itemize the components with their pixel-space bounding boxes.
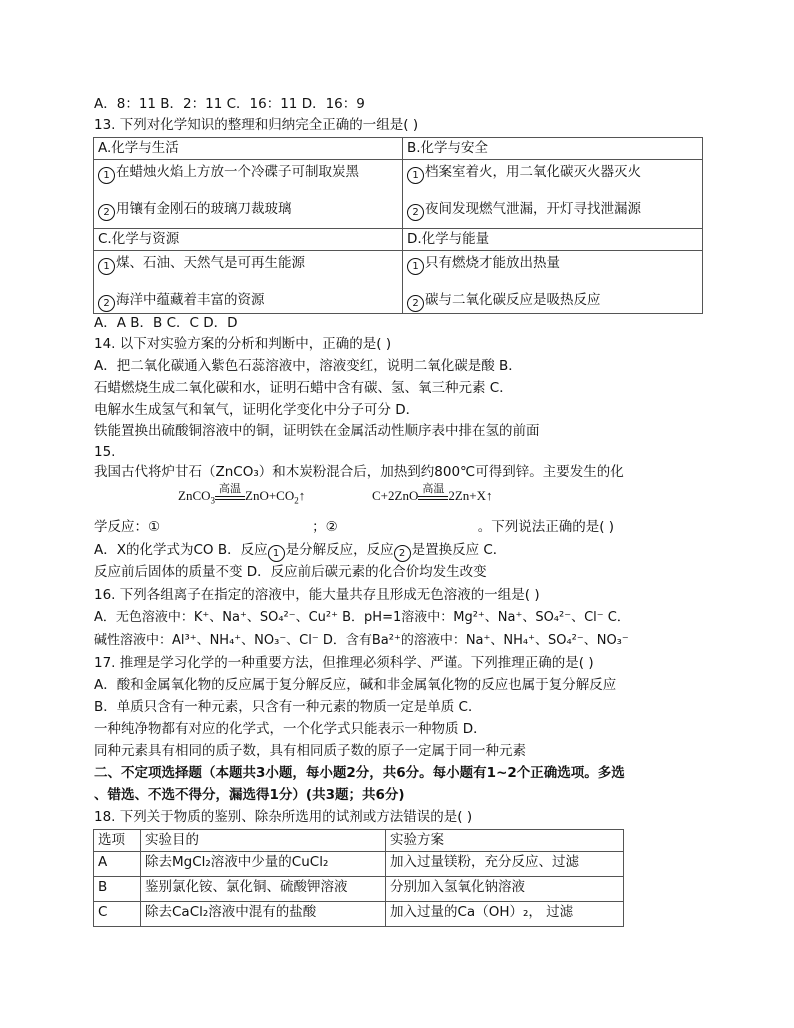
q17-line-4: 同种元素具有相同的质子数，具有相同质子数的原子一定属于同一种元素 xyxy=(94,743,526,759)
q13-cell-a-head: A.化学与生活 xyxy=(94,138,403,160)
row-plan: 加入过量镁粉，充分反应、过滤 xyxy=(386,852,624,877)
row-option: B xyxy=(94,877,141,902)
q15-intro: 我国古代将炉甘石（ZnCO₃）和木炭粉混合后，加热到约800℃可得到锌。主要发生的化 xyxy=(94,464,624,480)
q17-stem: 17. 推理是学习化学的一种重要方法，但推理必须科学、严谨。下列推理正确的是( ) xyxy=(94,655,594,671)
circled-2-icon: 2 xyxy=(394,545,411,562)
q13-cell-c-head: C.化学与资源 xyxy=(94,229,403,251)
q13-cell-b-head: B.化学与安全 xyxy=(403,138,703,160)
row-plan: 加入过量的Ca（OH）₂， 过滤 xyxy=(386,902,624,927)
q13-cell-a: 1 在蜡烛火焰上方放一个冷碟子可制取炭黑 2 用镶有金刚石的玻璃刀裁玻璃 xyxy=(94,160,403,229)
q15-line-1: A．X的化学式为CO B．反应 1 是分解反应，反应 2 是置换反应 C． xyxy=(94,540,506,562)
q16-stem: 16. 下列各组离子在指定的溶液中，能大量共存且形成无色溶液的一组是( ) xyxy=(94,587,540,603)
circled-1-icon: 1 xyxy=(98,167,115,184)
circled-2-icon: 2 xyxy=(407,204,424,221)
q17-line-2: B．单质只含有一种元素，只含有一种元素的物质一定是单质 C． xyxy=(94,699,482,715)
row-option: C xyxy=(94,902,141,927)
table-row xyxy=(94,852,624,877)
section-2-heading-cont: 、错选、不选不得分，漏选得1分）(共3题；共6分) xyxy=(94,787,405,803)
q13-table xyxy=(93,137,703,314)
row-goal: 鉴别氯化铵、氯化铜、硫酸钾溶液 xyxy=(141,877,386,902)
q15-number: 15. xyxy=(94,444,116,460)
q15-reaction-line: 学反应：① ；② 。下列说法正确的是( ) xyxy=(94,519,615,535)
table-row xyxy=(94,877,624,902)
circled-2-icon: 2 xyxy=(98,204,115,221)
row-plan: 分别加入氢氧化钠溶液 xyxy=(386,877,624,902)
q13-cell-b: 1 档案室着火，用二氧化碳灭火器灭火 2 夜间发现燃气泄漏，开灯寻找泄漏源 xyxy=(403,160,703,229)
q18-stem: 18. 下列关于物质的鉴别、除杂所选用的试剂或方法错误的是( ) xyxy=(94,809,473,825)
q12-options: A．8：11 B．2：11 C．16：11 D．16：9 xyxy=(94,96,365,112)
q14-stem: 14. 以下对实验方案的分析和判断中，正确的是( ) xyxy=(94,336,392,352)
circled-2-icon: 2 xyxy=(407,295,424,312)
row-goal: 除去CaCl₂溶液中混有的盐酸 xyxy=(141,902,386,927)
q15-equation-1: ZnCO$_3$ 高温 $ZnO+CO_2↑$ xyxy=(178,482,306,506)
q14-line-3: 电解水生成氢气和氧气，证明化学变化中分子可分 D． xyxy=(94,402,420,418)
q13-stem: 13. 下列对化学知识的整理和归纳完全正确的一组是( ) xyxy=(94,117,419,133)
q13-cell-d: 1 只有燃烧才能放出热量 2 碳与二氧化碳反应是吸热反应 xyxy=(403,251,703,314)
q15-equation-2: C+2ZnO 高温 2Zn+X↑ xyxy=(372,482,493,503)
q14-line-1: A．把二氧化碳通入紫色石蕊溶液中，溶液变红，说明二氧化碳是酸 B． xyxy=(94,358,522,374)
col-header-option: 选项 xyxy=(94,830,141,852)
table-row xyxy=(94,902,624,927)
circled-2-icon: 2 xyxy=(98,295,115,312)
row-option: A xyxy=(94,852,141,877)
q17-line-3: 一种纯净物都有对应的化学式，一个化学式只能表示一种物质 D． xyxy=(94,721,487,737)
row-goal: 除去MgCl₂溶液中少量的CuCl₂ xyxy=(141,852,386,877)
table-header-row xyxy=(94,830,624,852)
circled-1-icon: 1 xyxy=(407,258,424,275)
q14-line-4: 铁能置换出硫酸铜溶液中的铜，证明铁在金属活动性顺序表中排在氢的前面 xyxy=(94,423,540,439)
q18-table xyxy=(93,829,624,927)
circled-1-icon: 1 xyxy=(98,258,115,275)
q13-cell-c: 1 煤、石油、天然气是可再生能源 2 海洋中蕴藏着丰富的资源 xyxy=(94,251,403,314)
q14-line-2: 石蜡燃烧生成二氧化碳和水，证明石蜡中含有碳、氢、氧三种元素 C． xyxy=(94,380,513,396)
q16-line-2: 碱性溶液中：Al³⁺、NH₄⁺、NO₃⁻、Cl⁻ D．含有Ba²⁺的溶液中：Na⁺、NH₄⁺、SO₄²⁻、NO₃⁻ xyxy=(94,633,629,648)
q16-line-1: A．无色溶液中：K⁺、Na⁺、SO₄²⁻、Cu²⁺ B．pH=1溶液中：Mg²⁺、Na⁺、SO₄²⁻、Cl⁻ C． xyxy=(94,610,630,625)
q17-line-1: A．酸和金属氧化物的反应属于复分解反应，碱和非金属氧化物的反应也属于复分解反应 xyxy=(94,677,617,693)
q15-line-2: 反应前后固体的质量不变 D．反应前后碳元素的化合价均发生改变 xyxy=(94,564,487,580)
col-header-goal: 实验目的 xyxy=(141,830,386,852)
circled-1-icon: 1 xyxy=(407,167,424,184)
col-header-plan: 实验方案 xyxy=(386,830,624,852)
section-2-heading: 二、不定项选择题（本题共3小题，每小题2分，共6分。每小题有1~2个正确选项。多选 xyxy=(94,765,625,781)
circled-1-icon: 1 xyxy=(268,545,285,562)
q13-options: A．A B．B C．C D．D xyxy=(94,315,238,331)
q13-cell-d-head: D.化学与能量 xyxy=(403,229,703,251)
